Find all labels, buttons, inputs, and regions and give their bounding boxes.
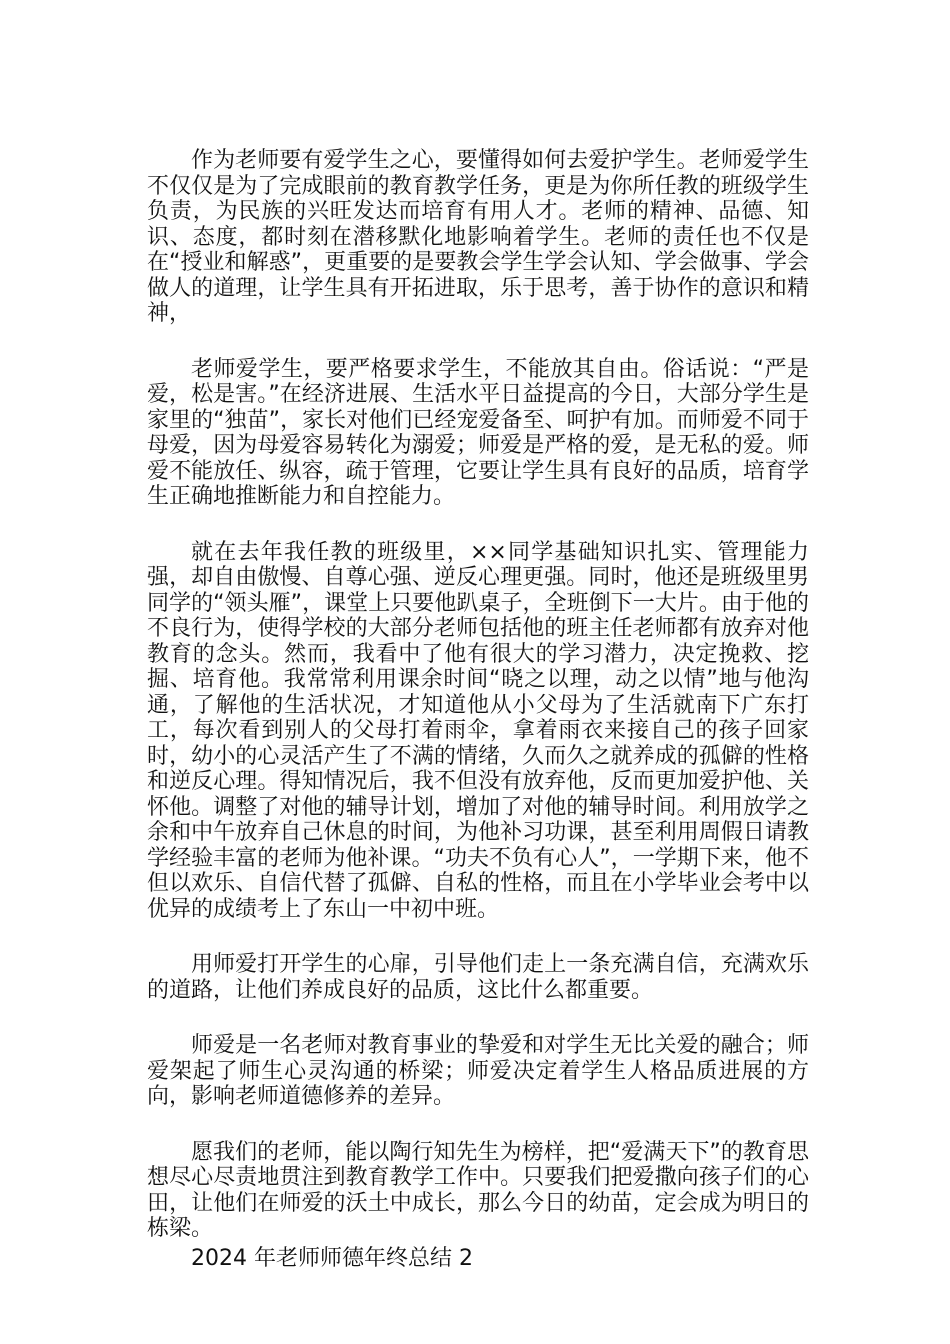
paragraph-3: 就在去年我任教的班级里，××同学基础知识扎实、管理能力强，却自由傲慢、自尊心强、逆反心理更强。同时，他还是班级里男同学的“领头雁”，课堂上只要他趴桌子，全班倒下一大片。由于他的不良行为，使得学校的大部分老师包括他的班主任老师都有放弃对他教育的念头。然而，我看中了他有很大的学习潜力，决定挽救、挖掘、培育他。我常常利用课余时间“晓之以理，动之以情”地与他沟通，了解他的生活状况，才知道他从小父母为了生活就南下广东打工，每次看到别人的父母打着雨伞，拿着雨衣来接自己的孩子回家时，幼小的心灵活产生了不满的情绪，久而久之就养成的孤僻的性格和逆反心理。得知情况后，我不但没有放弃他，反而更加爱护他、关怀他。调整了对他的辅导计划，增加了对他的辅导时间。利用放学之余和中午放弃自己休息的时间，为他补习功课，甚至利用周假日请教学经验丰富的老师为他补课。“功夫不负有心人”，一学期下来，他不但以欢乐、自信代替了孤僻、自私的性格，而且在小学毕业会考中以优异的成绩考上了东山一中初中班。: [147, 539, 809, 922]
paragraph-1: 作为老师要有爱学生之心，要懂得如何去爱护学生。老师爱学生不仅仅是为了完成眼前的教育教学任务，更是为你所任教的班级学生负责，为民族的兴旺发达而培育有用人才。老师的精神、品德、知识、态度，都时刻在潜移默化地影响着学生。老师的责任也不仅是在“授业和解惑”，更重要的是要教会学生学会认知、学会做事、学会做人的道理，让学生具有开拓进取，乐于思考，善于协作的意识和精神，: [147, 148, 809, 326]
paragraph-4: 用师爱打开学生的心扉，引导他们走上一条充满自信，充满欢乐的道路，让他们养成良好的品质，这比什么都重要。: [147, 952, 809, 1003]
paragraph-5: 师爱是一名老师对教育事业的挚爱和对学生无比关爱的融合；师爱架起了师生心灵沟通的桥梁；师爱决定着学生人格品质进展的方向，影响老师道德修养的差异。: [147, 1033, 809, 1109]
document-page: [147, 148, 809, 1271]
paragraph-2: 老师爱学生，要严格要求学生，不能放其自由。俗话说：“严是爱，松是害。”在经济进展、生活水平日益提高的今日，大部分学生是家里的“独苗”，家长对他们已经宠爱备至、呵护有加。而师爱不同于母爱，因为母爱容易转化为溺爱；师爱是严格的爱，是无私的爱。师爱不能放任、纵容，疏于管理，它要让学生具有良好的品质，培育学生正确地推断能力和自控能力。: [147, 356, 809, 509]
section-heading: 2024 年老师师德年终总结 2: [191, 1245, 473, 1271]
paragraph-6: 愿我们的老师，能以陶行知先生为榜样，把“爱满天下”的教育思想尽心尽责地贯注到教育教学工作中。只要我们把爱撒向孩子们的心田，让他们在师爱的沃土中成长，那么今日的幼苗，定会成为明日的栋梁。: [147, 1139, 809, 1241]
